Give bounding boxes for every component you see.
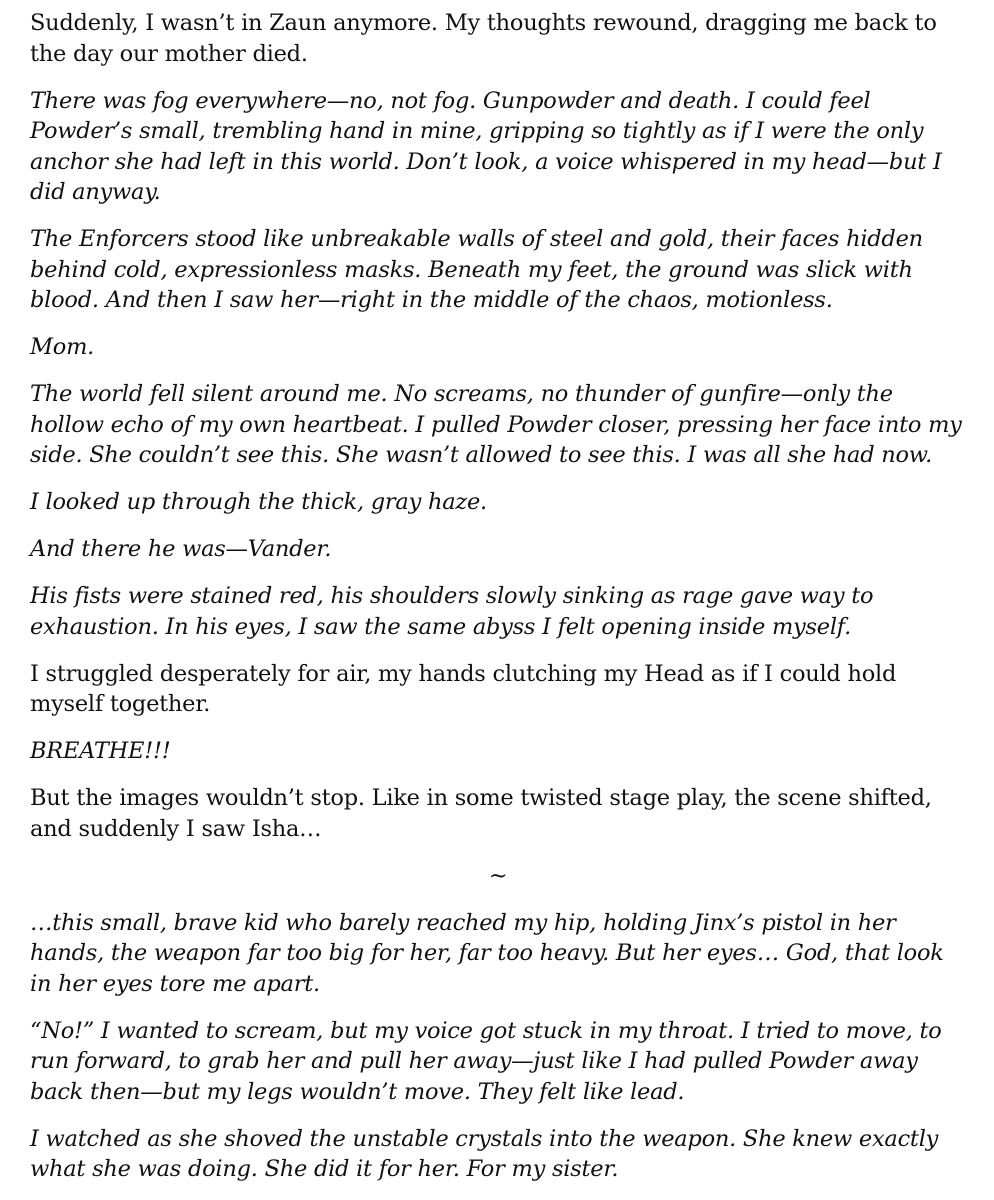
paragraph: His fists were stained red, his shoulders slowly sinking as rage gave way to exhaustion. In his eyes, I saw the same abyss I felt opening inside myself. <box>30 583 874 640</box>
paragraph: I looked up through the thick, gray haze. <box>30 489 487 515</box>
paragraph: Mom. <box>30 334 95 360</box>
paragraph: “No!” I wanted to scream, but my voice got stuck in my throat. I tried to move, to run forward, to grab her and pull her away—just like I had pulled Powder away back then—but my legs wouldn’t move. They felt like lead. <box>30 1017 942 1105</box>
paragraph: I watched as she shoved the unstable crystals into the weapon. She knew exactly what she was doing. She did it for her. For my sister. <box>30 1125 939 1182</box>
paragraph: There was fog everywhere—no, not fog. Gunpowder and death. I could feel Powder’s small, trembling hand in mine, gripping so tightly as if I were the only anchor she had left in this world. Don’t look, a voice whispered in my head—but I did anyway. <box>30 87 942 205</box>
paragraph: And there he was—Vander. <box>30 536 332 562</box>
paragraph: …this small, brave kid who barely reached my hip, holding Jinx’s pistol in her hands, the weapon far too big for her, far too heavy. But her eyes… God, that look in her eyes tore me apart. <box>30 909 944 997</box>
paragraph: I struggled desperately for air, my hands clutching my Head as if I could hold myself together. <box>30 660 897 717</box>
scene-separator: ~ <box>488 862 508 889</box>
paragraph: The Enforcers stood like unbreakable walls of steel and gold, their faces hidden behind cold, expressionless masks. Beneath my feet, the ground was slick with blood. And then I saw her—right in the middle of the chaos, motionless. <box>30 226 923 313</box>
paragraph: But the images wouldn’t stop. Like in some twisted stage play, the scene shifted, and suddenly I saw Isha… <box>30 785 932 842</box>
paragraph: The world fell silent around me. No screams, no thunder of gunfire—only the hollow echo of my own heartbeat. I pulled Powder closer, pressing her face into my side. She couldn’t see this. She wasn’t allowed to see this. I was all she had now. <box>30 381 962 468</box>
paragraph: Suddenly, I wasn’t in Zaun anymore. My thoughts rewound, dragging me back to the day our mother died. <box>30 10 937 67</box>
paragraph: BREATHE!!! <box>30 738 171 764</box>
